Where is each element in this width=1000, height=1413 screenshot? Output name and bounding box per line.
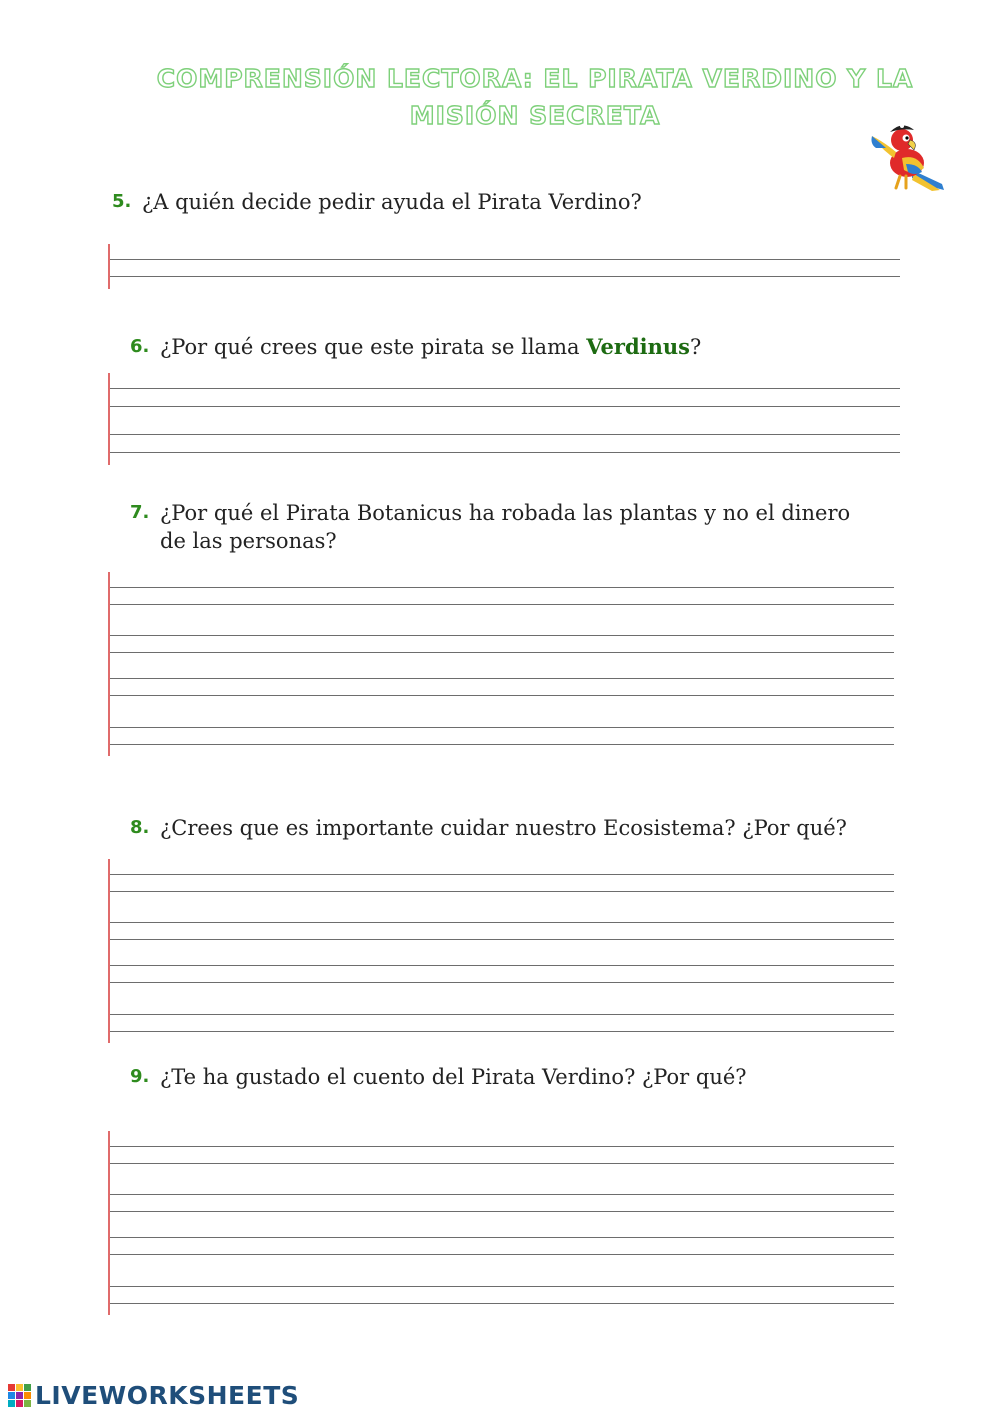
writing-line bbox=[110, 1211, 894, 1212]
bold-word: Verdinus bbox=[586, 334, 690, 359]
writing-line bbox=[110, 1303, 894, 1304]
writing-line bbox=[110, 939, 894, 940]
margin-line bbox=[108, 244, 110, 289]
writing-line bbox=[110, 652, 894, 653]
writing-line bbox=[110, 1194, 894, 1195]
writing-line bbox=[110, 982, 894, 983]
liveworksheets-logo-icon bbox=[8, 1384, 31, 1407]
worksheet-title: COMPRENSIÓN LECTORA: EL PIRATA VERDINO Y LA MISIÓN SECRETA bbox=[156, 64, 914, 130]
question-5 bbox=[112, 188, 912, 216]
answer-lines-5[interactable] bbox=[108, 244, 900, 289]
writing-line bbox=[110, 744, 894, 745]
margin-line bbox=[108, 859, 110, 1043]
question-number: 5. bbox=[112, 191, 132, 212]
writing-line bbox=[110, 1146, 894, 1147]
writing-line bbox=[110, 1014, 894, 1015]
writing-line bbox=[110, 727, 894, 728]
writing-line bbox=[110, 406, 900, 407]
question-number: 9. bbox=[130, 1066, 150, 1087]
question-text: ¿Crees que es importante cuidar nuestro Ecosistema? ¿Por qué? bbox=[160, 816, 847, 840]
writing-line bbox=[110, 1237, 894, 1238]
writing-line bbox=[110, 1254, 894, 1255]
question-text: ¿A quién decide pedir ayuda el Pirata Verdino? bbox=[142, 190, 642, 214]
writing-line bbox=[110, 388, 900, 389]
writing-line bbox=[110, 1286, 894, 1287]
question-text: ¿Por qué crees que este pirata se llama Verdinus? bbox=[160, 334, 702, 359]
answer-lines-6[interactable] bbox=[108, 373, 900, 465]
writing-line bbox=[110, 922, 894, 923]
question-number: 7. bbox=[130, 502, 150, 523]
writing-line bbox=[110, 635, 894, 636]
question-text: ¿Te ha gustado el cuento del Pirata Verdino? ¿Por qué? bbox=[160, 1065, 747, 1089]
writing-line bbox=[110, 259, 900, 260]
writing-line bbox=[110, 452, 900, 453]
brand-name: LIVEWORKSHEETS bbox=[35, 1380, 300, 1410]
margin-line bbox=[108, 572, 110, 756]
writing-line bbox=[110, 276, 900, 277]
writing-line bbox=[110, 678, 894, 679]
writing-line bbox=[110, 1031, 894, 1032]
answer-lines-9[interactable] bbox=[108, 1131, 894, 1315]
footer-brand[interactable] bbox=[8, 1381, 299, 1409]
parrot-pirate-icon bbox=[862, 118, 948, 198]
question-6 bbox=[130, 333, 910, 361]
writing-line bbox=[110, 434, 900, 435]
margin-line bbox=[108, 1131, 110, 1315]
question-number: 8. bbox=[130, 817, 150, 838]
question-7 bbox=[130, 499, 875, 555]
writing-line bbox=[110, 695, 894, 696]
question-text: ¿Por qué el Pirata Botanicus ha robada las plantas y no el dinero de las personas? bbox=[160, 501, 851, 553]
writing-line bbox=[110, 891, 894, 892]
question-9 bbox=[130, 1063, 910, 1091]
writing-line bbox=[110, 587, 894, 588]
question-8 bbox=[130, 814, 910, 842]
writing-line bbox=[110, 604, 894, 605]
answer-lines-8[interactable] bbox=[108, 859, 894, 1043]
writing-line bbox=[110, 874, 894, 875]
writing-line bbox=[110, 965, 894, 966]
question-number: 6. bbox=[130, 336, 150, 357]
writing-line bbox=[110, 1163, 894, 1164]
answer-lines-7[interactable] bbox=[108, 572, 894, 756]
